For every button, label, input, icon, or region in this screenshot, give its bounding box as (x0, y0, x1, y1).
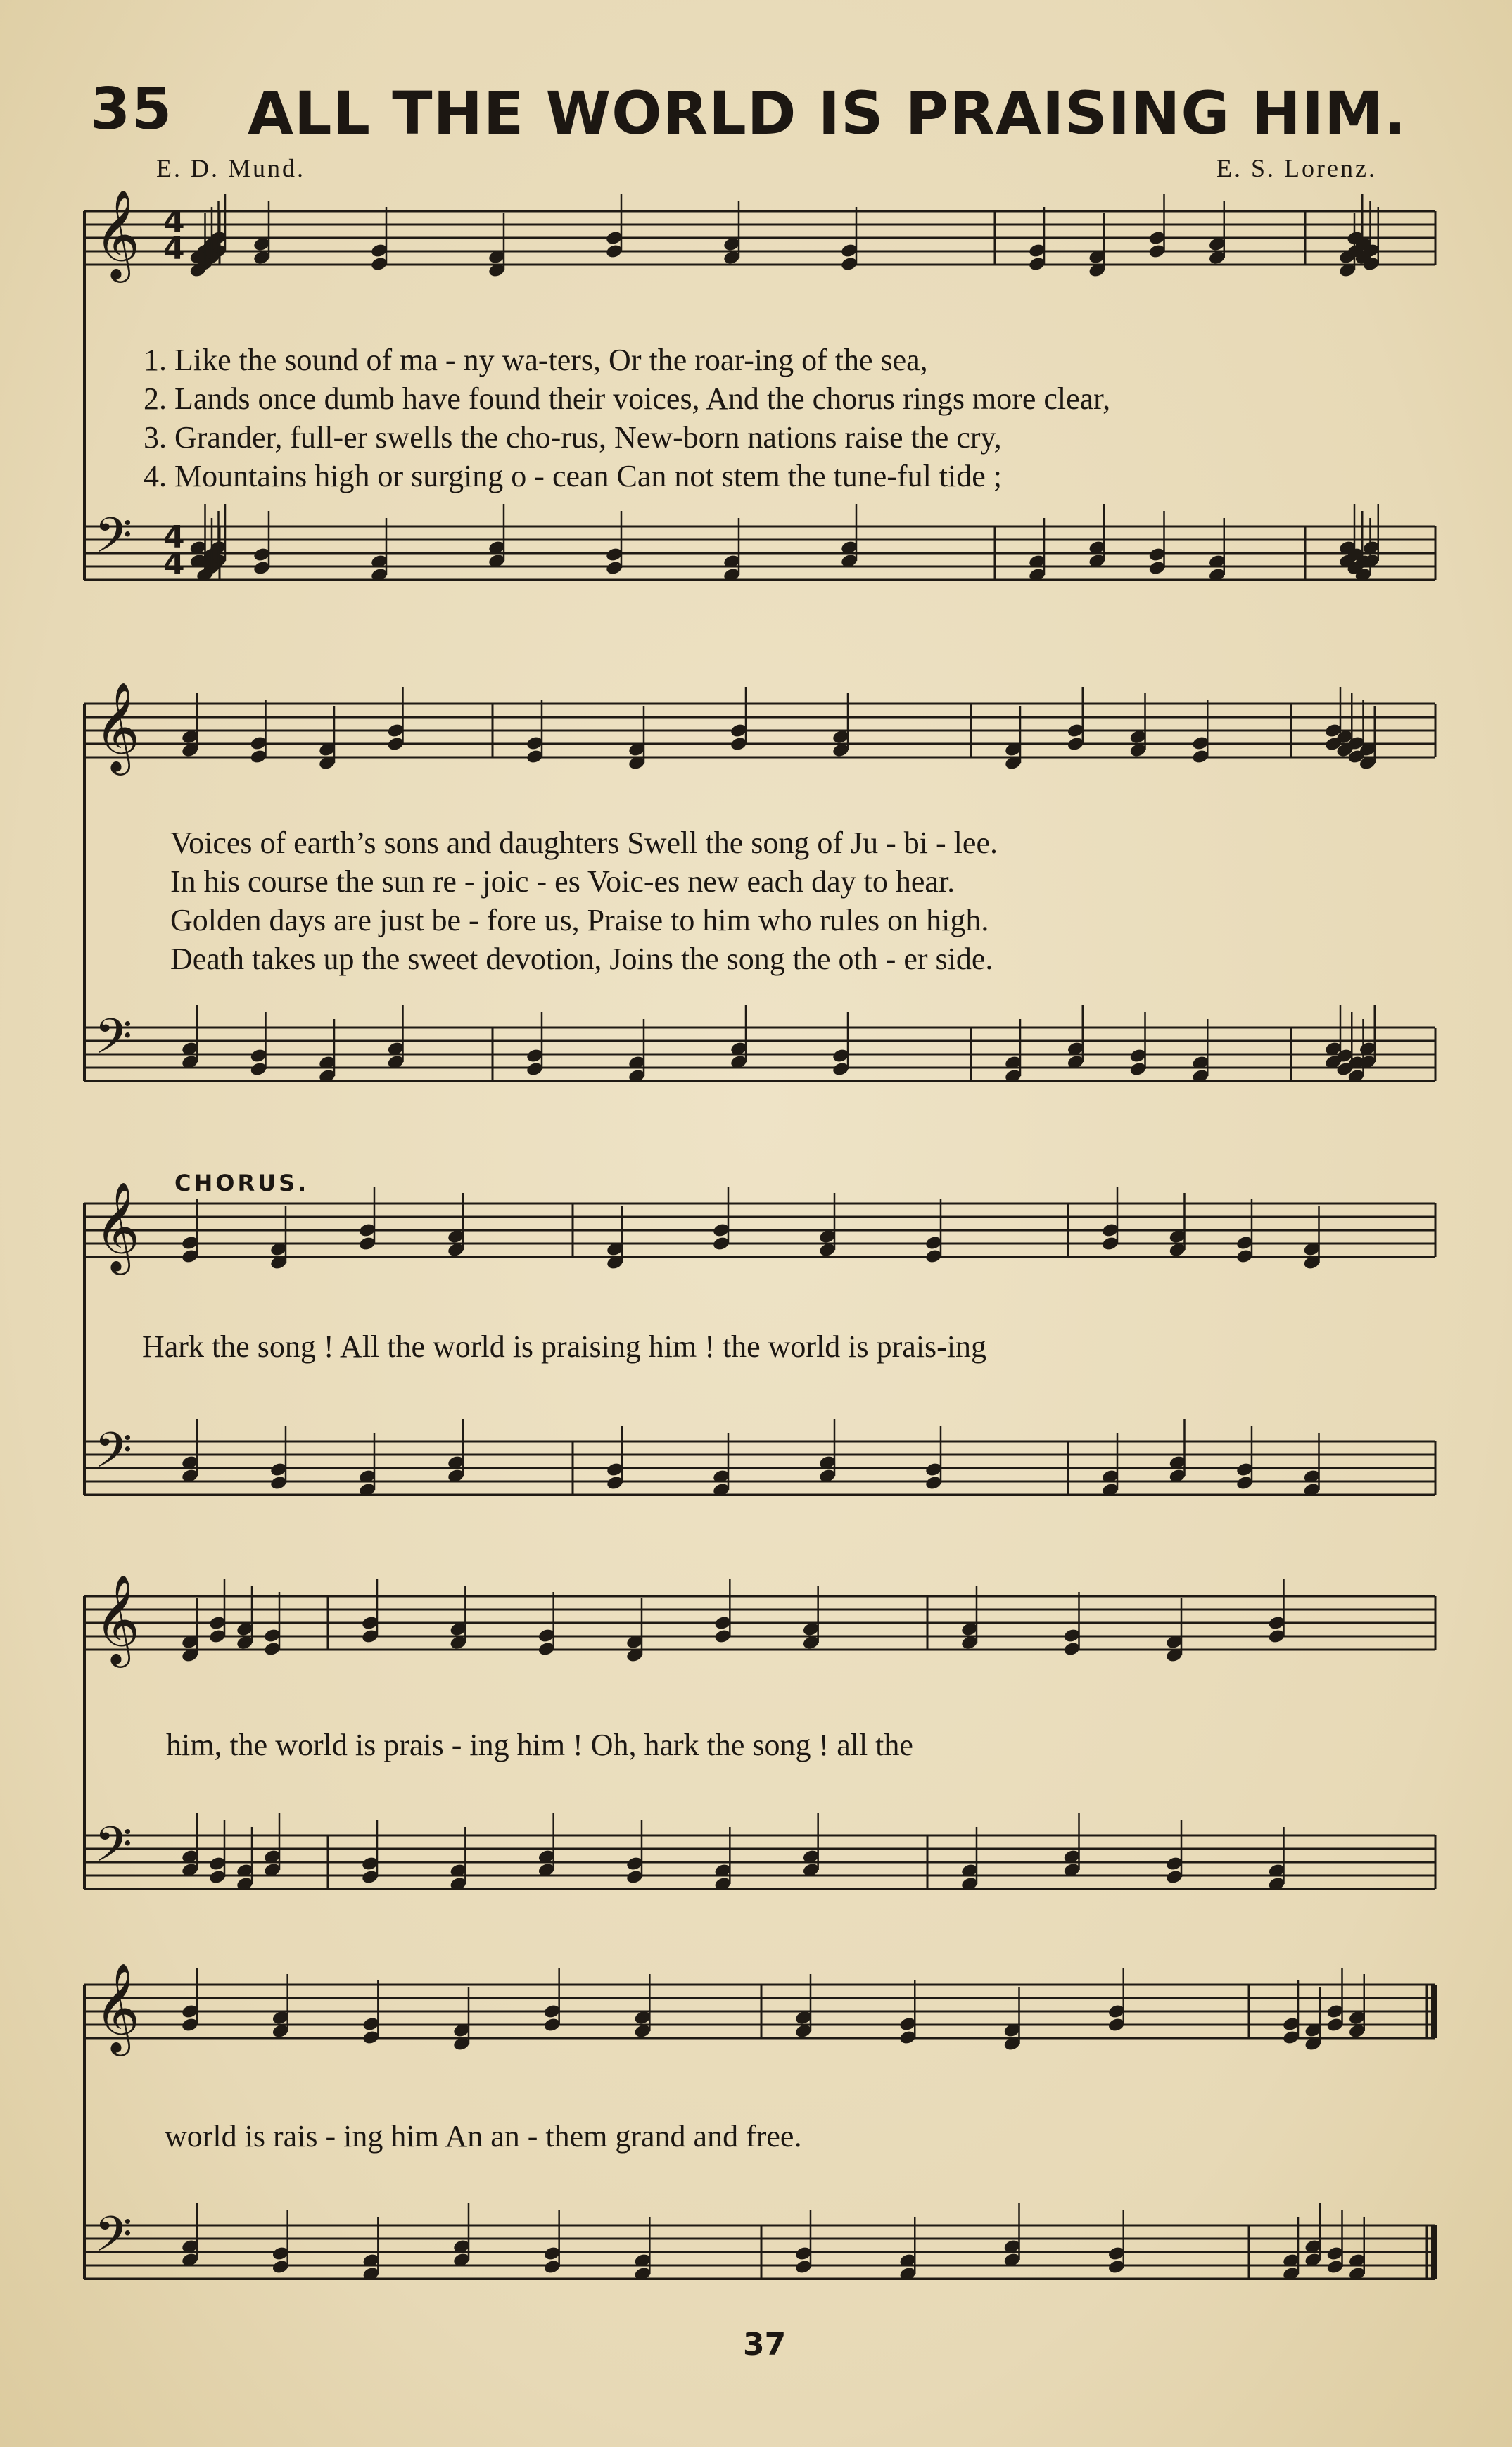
author-credit: E. D. Mund. (156, 154, 305, 182)
treble-staff (84, 211, 1435, 265)
treble-staff (84, 1596, 1435, 1650)
treble-clef-icon: 𝄞 (94, 189, 141, 279)
time-signature-digit: 4 (163, 546, 185, 582)
verse-line: Golden days are just be - fore us, Praise to him who rules on high. (170, 903, 989, 937)
verse-line: 4. Mountains high or surging o - cean Can not stem the tune-ful tide ; (144, 459, 1002, 493)
verse-line: Death takes up the sweet devotion, Joins the song the oth - er side. (170, 942, 993, 976)
treble-clef-icon: 𝄞 (94, 1574, 141, 1664)
bass-clef-icon: 𝄢 (94, 507, 133, 576)
hymn-title: ALL THE WORLD IS PRAISING HIM. (248, 79, 1407, 148)
verse-lyrics-part1 (144, 341, 1110, 495)
bass-staff (84, 526, 1435, 580)
treble-clef-icon: 𝄞 (94, 1181, 141, 1271)
bass-clef-icon: 𝄢 (94, 1816, 133, 1885)
verse-lyrics-part2 (170, 823, 998, 978)
treble-clef-icon: 𝄞 (94, 1962, 141, 2052)
bass-clef-icon: 𝄢 (94, 1422, 133, 1491)
bass-clef-icon: 𝄢 (94, 2206, 133, 2275)
chorus-lyric-line: Hark the song ! All the world is praising him ! the world is prais-ing (142, 1329, 987, 1364)
treble-clef-icon: 𝄞 (94, 681, 141, 771)
verse-line: 2. Lands once dumb have found their voices, And the chorus rings more clear, (144, 381, 1111, 416)
chorus-lyric-line: him, the world is prais - ing him ! Oh, hark the song ! all the (166, 1728, 913, 1762)
bass-staff (84, 1441, 1435, 1495)
note-marks (94, 189, 1437, 2282)
bass-staff (84, 1835, 1435, 1889)
chorus-lyric-line: world is rais - ing him An an - them grand and free. (165, 2119, 802, 2154)
verse-line: 3. Grander, full-er swells the cho-rus, New-born nations raise the cry, (144, 420, 1002, 455)
page-number: 37 (743, 2327, 787, 2363)
verse-line: In his course the sun re - joic - es Voic-es new each day to hear. (170, 864, 955, 899)
treble-staff (84, 1203, 1435, 1257)
treble-staff (84, 704, 1435, 757)
bass-clef-icon: 𝄢 (94, 1008, 133, 1077)
time-signature-digit: 4 (163, 231, 185, 267)
time-signature-digit: 4 (163, 204, 185, 240)
chorus-label: CHORUS. (174, 1170, 310, 1196)
bass-staff (84, 1028, 1435, 1081)
verse-line: 1. Like the sound of ma - ny wa-ters, Or the roar-ing of the sea, (144, 343, 928, 377)
composer-credit: E. S. Lorenz. (1216, 154, 1377, 182)
verse-line: Voices of earth’s sons and daughters Swell the song of Ju - bi - lee. (170, 826, 998, 860)
staff-lines (84, 211, 1435, 2279)
hymn-number: 35 (90, 76, 174, 143)
time-signature-digit: 4 (163, 519, 185, 555)
